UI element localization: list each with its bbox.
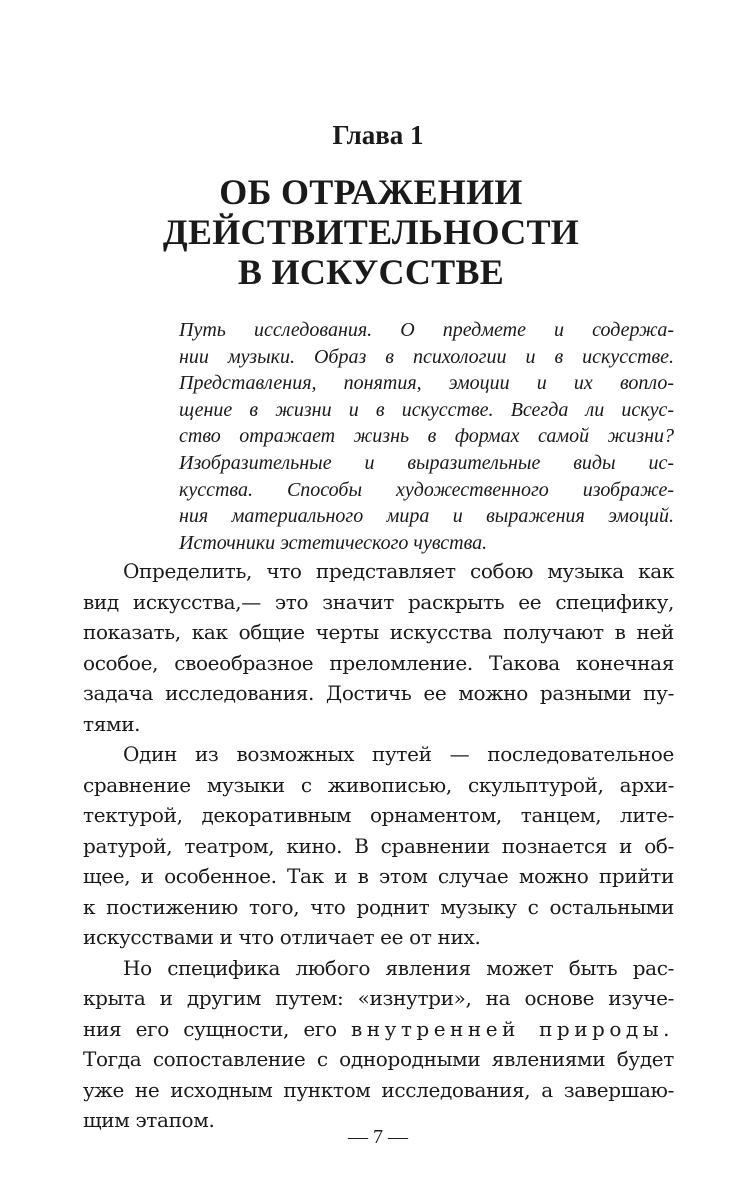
epigraph-line: Изобразительные и выразительные виды ис- bbox=[179, 451, 674, 474]
paragraph bbox=[83, 739, 674, 953]
paragraph-line: щим этапом. bbox=[83, 1108, 215, 1132]
chapter-title-line: ОБ ОТРАЖЕНИИ bbox=[219, 172, 523, 212]
paragraph-line: тями. bbox=[83, 711, 141, 736]
paragraph-line: задача исследования. Достичь ее можно разными пу- bbox=[83, 681, 674, 705]
page-number: — 7 — bbox=[348, 1126, 408, 1148]
chapter-title bbox=[0, 172, 742, 292]
body-text bbox=[83, 556, 674, 1136]
paragraph-line: вид искусства,— это значит раскрыть ее специфику, bbox=[83, 589, 674, 614]
paragraph-line: показать, как общие черты искусства получают в ней bbox=[83, 620, 674, 644]
paragraph-line: уже не исходным пунктом исследования, а завершаю- bbox=[83, 1077, 674, 1102]
chapter-epigraph bbox=[179, 317, 674, 556]
paragraph-line: Определить, что представляет собою музыка как bbox=[123, 559, 674, 583]
paragraph-line-with-emphasis bbox=[83, 1014, 674, 1045]
epigraph-line: ство отражает жизнь в формах самой жизни? bbox=[179, 425, 674, 448]
paragraph-line: искусствами и что отличает ее от них. bbox=[83, 925, 481, 949]
chapter-title-line: ДЕЙСТВИТЕЛЬНОСТИ bbox=[162, 212, 580, 252]
paragraph-line: Один из возможных путей — последовательное bbox=[123, 742, 674, 766]
paragraph-line: сравнение музыки с живописью, скульптурой, архи- bbox=[83, 772, 674, 797]
paragraph-line: щее, и особенное. Так и в этом случае можно прийти bbox=[83, 864, 674, 888]
epigraph-line: Источники эстетического чувства. bbox=[179, 531, 488, 554]
epigraph-line: ния материального мира и выражения эмоций. bbox=[179, 505, 674, 528]
epigraph-line: кусства. Способы художественного изображе- bbox=[179, 478, 674, 501]
epigraph-line: Путь исследования. О предмете и содержа- bbox=[179, 319, 674, 341]
paragraph bbox=[83, 953, 674, 1136]
epigraph-line: Представления, понятия, эмоции и их вопло- bbox=[179, 372, 674, 395]
chapter-title-line: В ИСКУССТВЕ bbox=[237, 252, 505, 292]
paragraph-line: Тогда сопоставление с однородными явлениями будет bbox=[83, 1047, 674, 1071]
spaced-emphasis: внутренней природы. bbox=[351, 1016, 674, 1041]
paragraph-line: особое, своеобразное преломление. Такова конечная bbox=[83, 650, 674, 675]
paragraph-line: Но специфика любого явления может быть рас- bbox=[123, 955, 674, 980]
chapter-label: Глава 1 bbox=[332, 120, 424, 150]
paragraph-line: к постижению того, что роднит музыку с остальными bbox=[83, 894, 674, 919]
paragraph-line-start: ния его сущности, его bbox=[83, 1016, 337, 1041]
paragraph-line: тектурой, декоративным орнаментом, танцем, лите- bbox=[83, 803, 674, 827]
paragraph-line: крыта и другим путем: «изнутри», на основе изуче- bbox=[83, 986, 674, 1010]
paragraph-line: ратурой, театром, кино. В сравнении познается и об- bbox=[83, 833, 674, 858]
paragraph bbox=[83, 556, 674, 739]
epigraph-line: щение в жизни и в искусстве. Всегда ли искус- bbox=[179, 398, 674, 421]
epigraph-line: нии музыки. Образ в психологии и в искусстве. bbox=[179, 345, 674, 368]
